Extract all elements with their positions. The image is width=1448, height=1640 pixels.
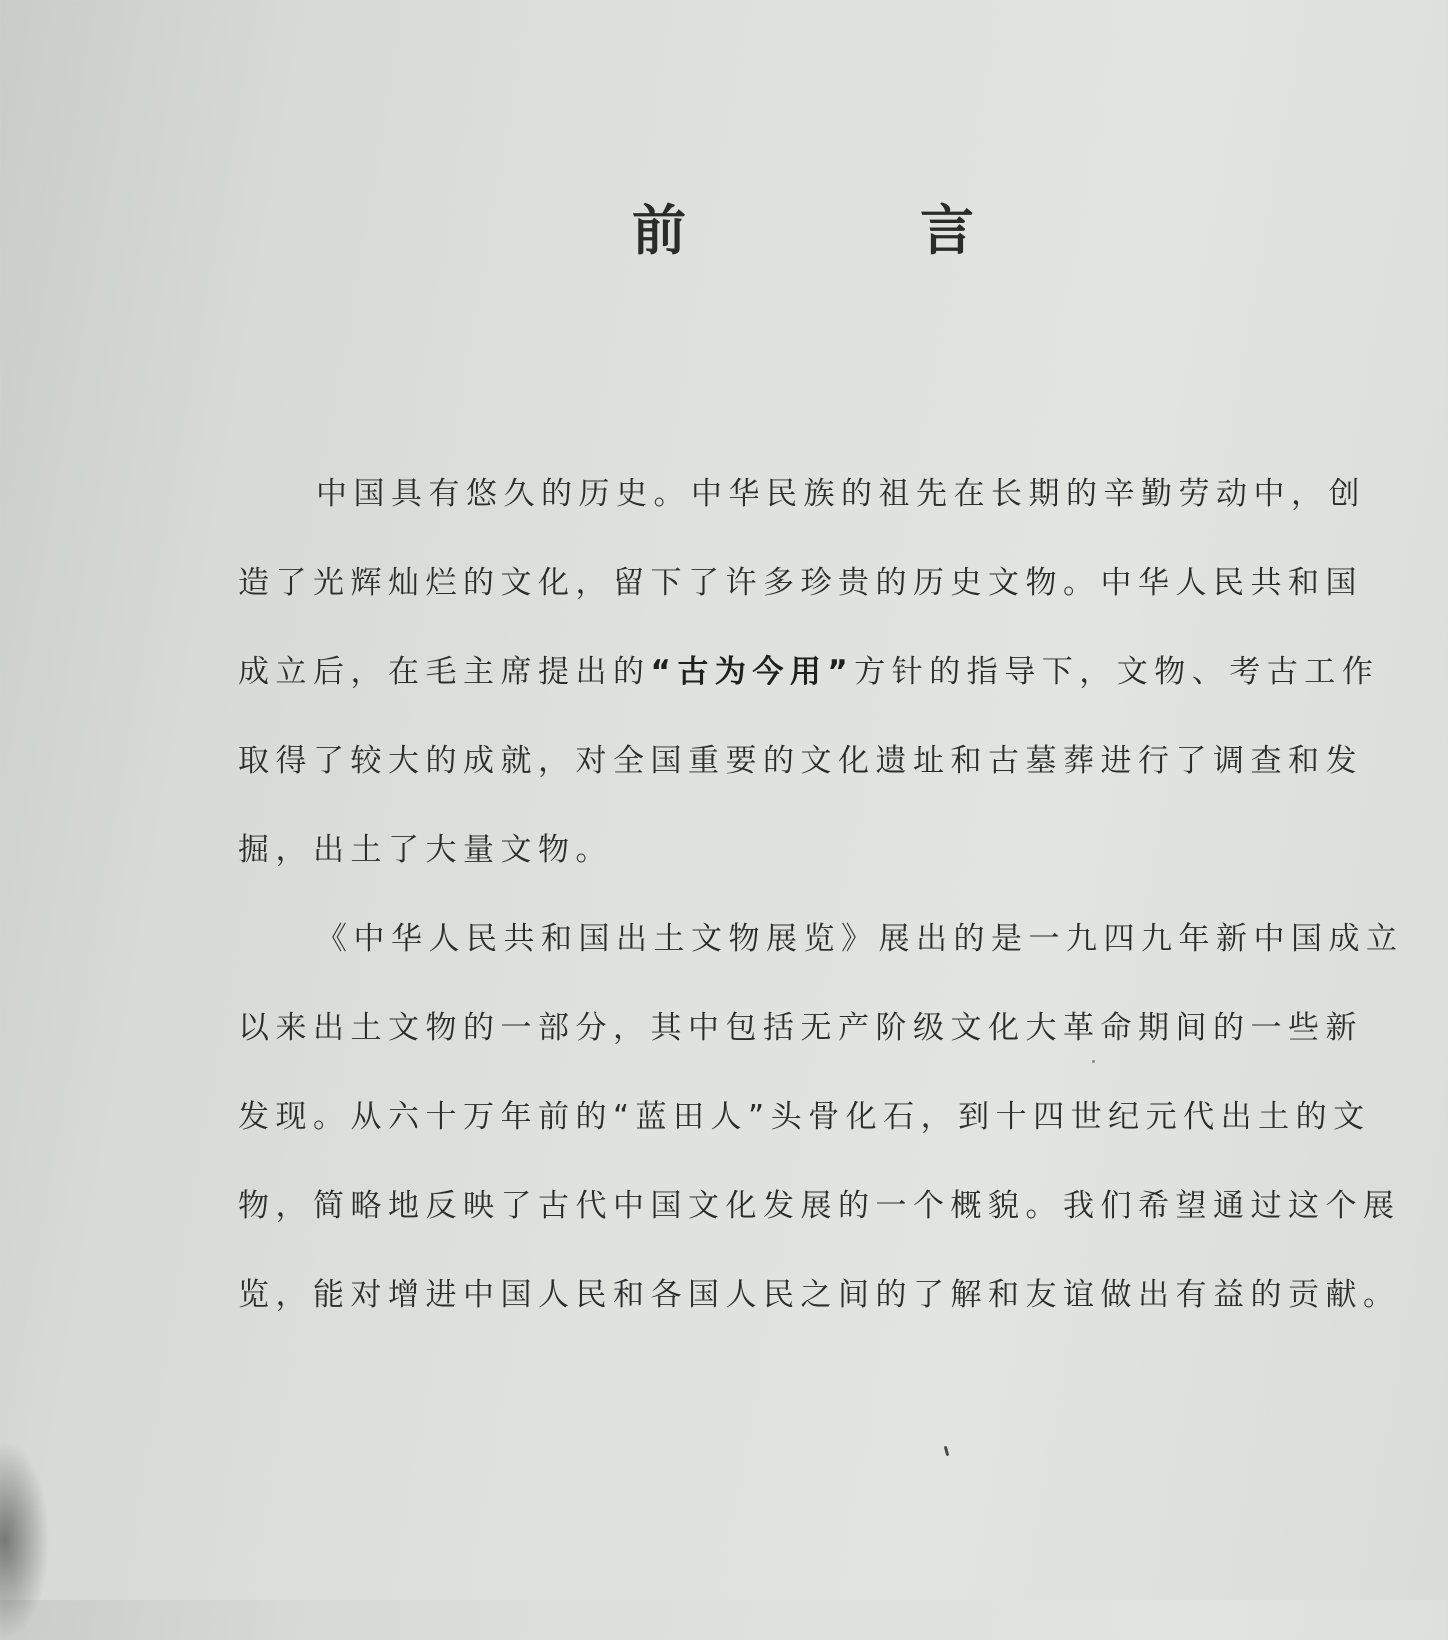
title-char-1: 前: [632, 198, 686, 262]
paper-dot: [1092, 1060, 1095, 1063]
paragraph-1-line-5: 掘，出土了大量文物。: [238, 832, 613, 868]
emphasized-slogan: “古为今用”: [650, 654, 855, 690]
line-3-text-after: 方针的指导下，文物、考古工作: [854, 654, 1380, 690]
paper-speck: [944, 1446, 949, 1456]
page-edge-shadow: [0, 1440, 50, 1640]
preface-body: [238, 450, 1404, 1340]
paragraph-1-line-4: 取得了较大的成就，对全国重要的文化遗址和古墓葬进行了调查和发: [238, 743, 1363, 779]
paragraph-1-line-3: [238, 628, 1380, 717]
paragraph-2-line-4: 物，简略地反映了古代中国文化发展的一个概貌。我们希望通过这个展: [238, 1188, 1401, 1224]
line-3-text-before: 成立后，在毛主席提出的: [238, 654, 651, 690]
page-title: [0, 190, 1448, 270]
paragraph-1: [238, 450, 1380, 895]
paragraph-1-line-1: 中国具有悠久的历史。中华民族的祖先在长期的辛勤劳动中，创: [316, 476, 1366, 512]
paragraph-2: [238, 895, 1404, 1340]
paragraph-2-line-3: 发现。从六十万年前的“蓝田人”头骨化石，到十四世纪元代出土的文: [238, 1099, 1371, 1135]
paragraph-2-line-1: 《中华人民共和国出土文物展览》展出的是一九四九年新中国成立: [316, 921, 1404, 957]
paragraph-2-line-2: 以来出土文物的一部分，其中包括无产阶级文化大革命期间的一些新: [238, 1010, 1363, 1046]
title-char-2: 言: [920, 198, 974, 262]
paragraph-1-line-2: 造了光辉灿烂的文化，留下了许多珍贵的历史文物。中华人民共和国: [238, 565, 1363, 601]
paragraph-2-line-5: 览，能对增进中国人民和各国人民之间的了解和友谊做出有益的贡献。: [238, 1277, 1401, 1313]
